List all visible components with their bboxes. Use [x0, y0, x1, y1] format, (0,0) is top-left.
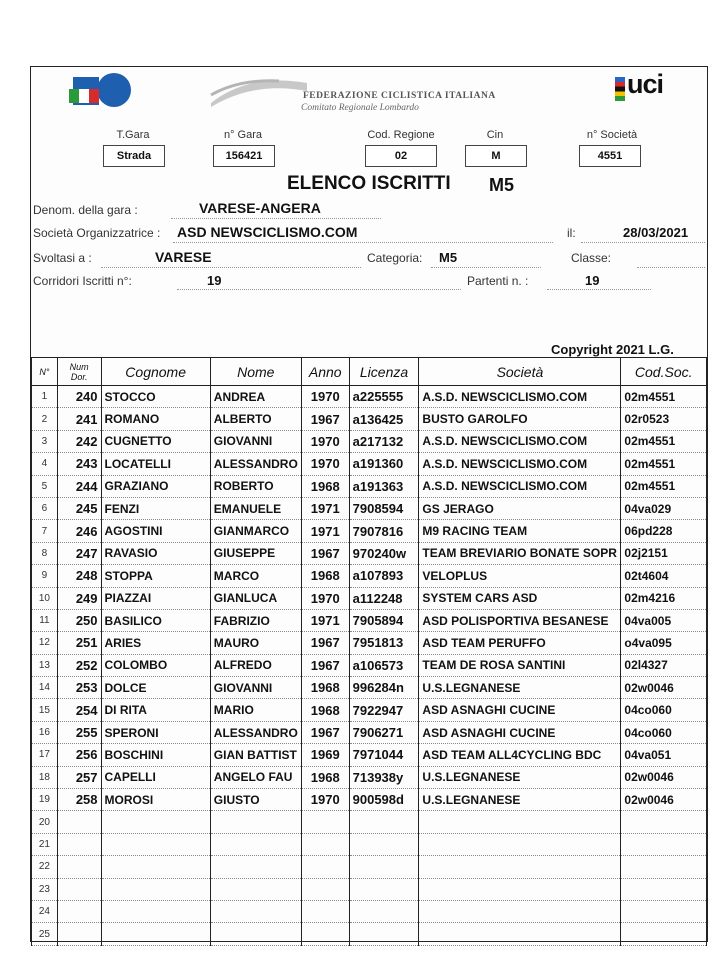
society-number-value: 4551	[579, 145, 641, 167]
cell-first-name: GIOVANNI	[210, 677, 301, 699]
cell-row-number: 3	[32, 430, 58, 452]
cell-surname	[101, 923, 210, 945]
class-label: Classe:	[571, 251, 612, 265]
race-number-value: 156421	[213, 145, 275, 167]
cell-team-code: 02j2151	[621, 542, 707, 564]
cell-license: 713938y	[349, 766, 419, 788]
cell-first-name: MARIO	[210, 699, 301, 721]
table-row	[32, 833, 707, 855]
cell-dorsal-number: 252	[57, 654, 101, 676]
cell-surname: COLOMBO	[101, 654, 210, 676]
cell-team-code: 02m4551	[621, 475, 707, 497]
cell-birth-year: 1968	[301, 565, 349, 587]
cell-team	[419, 923, 621, 945]
cell-first-name: ROBERTO	[210, 475, 301, 497]
starters-label: Partenti n. :	[467, 274, 529, 288]
cell-team-code: o4va095	[621, 632, 707, 654]
cell-surname: RAVASIO	[101, 542, 210, 564]
cin-value: M	[465, 145, 527, 167]
race-type-label: T.Gara	[116, 129, 150, 141]
category-value: M5	[439, 250, 458, 265]
cell-birth-year: 1971	[301, 609, 349, 631]
table-row	[32, 609, 707, 631]
cell-team-code: 02m4551	[621, 453, 707, 475]
cell-first-name: ALESSANDRO	[210, 453, 301, 475]
cell-license: 7907816	[349, 520, 419, 542]
col-header-year: Anno	[301, 358, 349, 386]
cell-team-code: 06pd228	[621, 520, 707, 542]
federation-banner	[209, 73, 559, 117]
cell-birth-year: 1970	[301, 587, 349, 609]
cell-birth-year: 1971	[301, 520, 349, 542]
cell-dorsal-number: 258	[57, 789, 101, 811]
cell-row-number: 21	[32, 833, 58, 855]
cell-birth-year: 1967	[301, 654, 349, 676]
cell-surname	[101, 856, 210, 878]
table-row	[32, 677, 707, 699]
cell-first-name: GIAN BATTIST	[210, 744, 301, 766]
cell-birth-year	[301, 833, 349, 855]
date-value: 28/03/2021	[623, 225, 689, 240]
cell-first-name: MARCO	[210, 565, 301, 587]
cell-row-number: 1	[32, 386, 58, 408]
cell-team	[419, 811, 621, 833]
cell-dorsal-number: 255	[57, 721, 101, 743]
cell-surname: DI RITA	[101, 699, 210, 721]
table-row	[32, 766, 707, 788]
table-row	[32, 542, 707, 564]
cell-team: VELOPLUS	[419, 565, 621, 587]
cell-team	[419, 856, 621, 878]
cell-row-number: 17	[32, 744, 58, 766]
cell-birth-year: 1970	[301, 386, 349, 408]
cell-surname: CAPELLI	[101, 766, 210, 788]
cell-team-code	[621, 923, 707, 945]
cell-team	[419, 900, 621, 922]
table-row	[32, 565, 707, 587]
cell-birth-year: 1967	[301, 721, 349, 743]
cell-team-code: 02w0046	[621, 677, 707, 699]
race-name-value: VARESE-ANGERA	[199, 200, 321, 216]
cell-team: U.S.LEGNANESE	[419, 766, 621, 788]
cell-team-code	[621, 878, 707, 900]
location-value: VARESE	[155, 249, 212, 265]
region-code-value: 02	[365, 145, 437, 167]
col-header-dorsal-line1: Num	[69, 361, 89, 372]
cell-license: a112248	[349, 587, 419, 609]
cell-license	[349, 878, 419, 900]
cell-row-number: 6	[32, 497, 58, 519]
col-header-code: Cod.Soc.	[621, 358, 707, 386]
cell-birth-year: 1970	[301, 430, 349, 452]
cell-first-name: GIOVANNI	[210, 430, 301, 452]
cell-first-name	[210, 833, 301, 855]
cell-license: 7906271	[349, 721, 419, 743]
cell-team: A.S.D. NEWSCICLISMO.COM	[419, 453, 621, 475]
table-row	[32, 497, 707, 519]
cell-birth-year: 1967	[301, 408, 349, 430]
cell-birth-year: 1968	[301, 475, 349, 497]
cell-dorsal-number: 243	[57, 453, 101, 475]
cell-dorsal-number	[57, 811, 101, 833]
cell-team: U.S.LEGNANESE	[419, 677, 621, 699]
cell-first-name: GIUSTO	[210, 789, 301, 811]
col-header-name: Nome	[210, 358, 301, 386]
cell-team: TEAM DE ROSA SANTINI	[419, 654, 621, 676]
cell-team-code: 02t4604	[621, 565, 707, 587]
cell-surname: AGOSTINI	[101, 520, 210, 542]
cell-surname: FENZI	[101, 497, 210, 519]
race-number-label: n° Gara	[223, 129, 263, 141]
cell-row-number: 5	[32, 475, 58, 497]
cell-license: a225555	[349, 386, 419, 408]
cell-dorsal-number	[57, 856, 101, 878]
organizer-label: Società Organizzatrice :	[33, 226, 161, 240]
cell-birth-year	[301, 811, 349, 833]
cell-license	[349, 923, 419, 945]
entry-list-sheet	[30, 66, 708, 942]
cell-license	[349, 856, 419, 878]
cell-first-name: GIUSEPPE	[210, 542, 301, 564]
cell-first-name: ALESSANDRO	[210, 721, 301, 743]
cell-row-number: 24	[32, 900, 58, 922]
table-row	[32, 408, 707, 430]
cell-surname: SPERONI	[101, 721, 210, 743]
cell-team: ASD TEAM PERUFFO	[419, 632, 621, 654]
cell-birth-year: 1967	[301, 632, 349, 654]
cell-dorsal-number: 254	[57, 699, 101, 721]
cell-first-name: ANGELO FAU	[210, 766, 301, 788]
table-row	[32, 721, 707, 743]
cell-dorsal-number: 247	[57, 542, 101, 564]
cell-team-code: 02m4216	[621, 587, 707, 609]
col-header-n: N°	[32, 358, 58, 386]
cell-first-name	[210, 856, 301, 878]
cell-license: a107893	[349, 565, 419, 587]
cell-birth-year	[301, 923, 349, 945]
cell-surname: ROMANO	[101, 408, 210, 430]
cell-license: 7905894	[349, 609, 419, 631]
cell-first-name	[210, 878, 301, 900]
cell-row-number: 2	[32, 408, 58, 430]
cell-license: 970240w	[349, 542, 419, 564]
cell-team-code	[621, 900, 707, 922]
uci-logo-text: uci	[627, 69, 664, 99]
table-row	[32, 632, 707, 654]
cell-license: a217132	[349, 430, 419, 452]
cell-surname: STOCCO	[101, 386, 210, 408]
col-header-surname: Cognome	[101, 358, 210, 386]
cell-dorsal-number: 241	[57, 408, 101, 430]
society-number-label: n° Società	[586, 129, 638, 141]
cell-license: a106573	[349, 654, 419, 676]
cell-team: BUSTO GAROLFO	[419, 408, 621, 430]
page-title: ELENCO ISCRITTI	[287, 173, 451, 194]
cell-team: U.S.LEGNANESE	[419, 789, 621, 811]
cell-dorsal-number	[57, 900, 101, 922]
cell-first-name: ANDREA	[210, 386, 301, 408]
cell-surname: DOLCE	[101, 677, 210, 699]
cell-license: a191363	[349, 475, 419, 497]
cell-team	[419, 833, 621, 855]
table-row	[32, 923, 707, 945]
cell-row-number: 4	[32, 453, 58, 475]
col-header-dorsal-line2: Dor.	[70, 371, 88, 382]
cell-license: 7922947	[349, 699, 419, 721]
entry-table	[31, 357, 707, 946]
table-row	[32, 430, 707, 452]
cell-license: 900598d	[349, 789, 419, 811]
cell-license: 7908594	[349, 497, 419, 519]
cell-row-number: 8	[32, 542, 58, 564]
uci-logo	[611, 69, 691, 109]
cell-team-code: 02r0523	[621, 408, 707, 430]
cell-dorsal-number: 246	[57, 520, 101, 542]
cell-first-name	[210, 900, 301, 922]
table-row	[32, 744, 707, 766]
cell-team: ASD POLISPORTIVA BESANESE	[419, 609, 621, 631]
cell-birth-year: 1967	[301, 542, 349, 564]
cell-row-number: 23	[32, 878, 58, 900]
cell-team-code: 04co060	[621, 699, 707, 721]
cell-license: 996284n	[349, 677, 419, 699]
cell-birth-year	[301, 878, 349, 900]
cell-team-code: 02m4551	[621, 386, 707, 408]
table-row	[32, 878, 707, 900]
federation-subtitle: Comitato Regionale Lombardo	[301, 103, 419, 113]
cell-dorsal-number: 249	[57, 587, 101, 609]
cell-birth-year: 1968	[301, 766, 349, 788]
cell-row-number: 10	[32, 587, 58, 609]
cell-license: a136425	[349, 408, 419, 430]
cell-first-name: ALBERTO	[210, 408, 301, 430]
table-row	[32, 699, 707, 721]
cell-team-code: 02m4551	[621, 430, 707, 452]
cell-surname: GRAZIANO	[101, 475, 210, 497]
cell-surname	[101, 833, 210, 855]
cell-team: ASD ASNAGHI CUCINE	[419, 699, 621, 721]
cell-team-code: 02l4327	[621, 654, 707, 676]
cell-dorsal-number: 240	[57, 386, 101, 408]
cell-team	[419, 878, 621, 900]
race-type-value: Strada	[103, 145, 165, 167]
cell-first-name: ALFREDO	[210, 654, 301, 676]
cell-dorsal-number: 257	[57, 766, 101, 788]
table-row	[32, 811, 707, 833]
table-row	[32, 386, 707, 408]
cell-birth-year: 1969	[301, 744, 349, 766]
cell-row-number: 16	[32, 721, 58, 743]
cell-team-code	[621, 833, 707, 855]
cell-dorsal-number	[57, 923, 101, 945]
cell-dorsal-number: 253	[57, 677, 101, 699]
cell-surname	[101, 811, 210, 833]
cell-row-number: 20	[32, 811, 58, 833]
cell-dorsal-number: 245	[57, 497, 101, 519]
cell-license: a191360	[349, 453, 419, 475]
cell-team-code	[621, 856, 707, 878]
cell-surname: STOPPA	[101, 565, 210, 587]
cell-surname	[101, 878, 210, 900]
cell-surname: BASILICO	[101, 609, 210, 631]
table-row	[32, 587, 707, 609]
cell-team: A.S.D. NEWSCICLISMO.COM	[419, 430, 621, 452]
cell-license: 7971044	[349, 744, 419, 766]
cell-dorsal-number: 248	[57, 565, 101, 587]
cell-license	[349, 811, 419, 833]
cell-surname: MOROSI	[101, 789, 210, 811]
cell-team: ASD TEAM ALL4CYCLING BDC	[419, 744, 621, 766]
cell-team: ASD ASNAGHI CUCINE	[419, 721, 621, 743]
cell-row-number: 19	[32, 789, 58, 811]
cell-team: GS JERAGO	[419, 497, 621, 519]
cell-surname: ARIES	[101, 632, 210, 654]
table-row	[32, 900, 707, 922]
cell-license	[349, 900, 419, 922]
cell-row-number: 22	[32, 856, 58, 878]
cell-team-code: 02w0046	[621, 766, 707, 788]
cell-first-name: GIANMARCO	[210, 520, 301, 542]
cell-birth-year: 1968	[301, 677, 349, 699]
cell-team-code: 04va029	[621, 497, 707, 519]
cell-row-number: 14	[32, 677, 58, 699]
cell-dorsal-number: 244	[57, 475, 101, 497]
cell-row-number: 9	[32, 565, 58, 587]
federation-swoosh-icon	[209, 73, 309, 109]
cell-surname: BOSCHINI	[101, 744, 210, 766]
cell-team-code: 04va051	[621, 744, 707, 766]
cell-team: A.S.D. NEWSCICLISMO.COM	[419, 386, 621, 408]
cell-row-number: 7	[32, 520, 58, 542]
cell-dorsal-number	[57, 878, 101, 900]
cell-surname: PIAZZAI	[101, 587, 210, 609]
table-row	[32, 520, 707, 542]
cell-first-name: FABRIZIO	[210, 609, 301, 631]
cell-birth-year: 1970	[301, 453, 349, 475]
category-code: M5	[489, 175, 515, 195]
federation-name: FEDERAZIONE CICLISTICA ITALIANA	[303, 91, 496, 101]
cell-team-code	[621, 811, 707, 833]
cell-surname	[101, 900, 210, 922]
cell-surname: CUGNETTO	[101, 430, 210, 452]
category-label: Categoria:	[367, 251, 423, 265]
cell-row-number: 15	[32, 699, 58, 721]
cell-dorsal-number	[57, 833, 101, 855]
copyright-text: Copyright 2021 L.G.	[551, 342, 674, 357]
date-label: il:	[567, 226, 576, 240]
cell-birth-year	[301, 900, 349, 922]
cin-label: Cin	[486, 129, 504, 141]
cell-first-name: GIANLUCA	[210, 587, 301, 609]
table-row	[32, 856, 707, 878]
location-label: Svoltasi a :	[33, 251, 92, 265]
starters-value: 19	[585, 273, 600, 288]
col-header-dorsal	[57, 358, 101, 386]
cell-birth-year: 1970	[301, 789, 349, 811]
cell-team-code: 04co060	[621, 721, 707, 743]
col-header-license: Licenza	[349, 358, 419, 386]
cell-row-number: 18	[32, 766, 58, 788]
cell-row-number: 13	[32, 654, 58, 676]
cell-license: 7951813	[349, 632, 419, 654]
cell-row-number: 11	[32, 609, 58, 631]
cell-team: A.S.D. NEWSCICLISMO.COM	[419, 475, 621, 497]
cell-surname: LOCATELLI	[101, 453, 210, 475]
cell-first-name: EMANUELE	[210, 497, 301, 519]
cell-team: SYSTEM CARS ASD	[419, 587, 621, 609]
table-row	[32, 453, 707, 475]
riders-label: Corridori Iscritti n°:	[33, 274, 132, 288]
cell-first-name: MAURO	[210, 632, 301, 654]
cell-birth-year	[301, 856, 349, 878]
race-name-label: Denom. della gara :	[33, 203, 138, 217]
cell-birth-year: 1971	[301, 497, 349, 519]
table-row	[32, 475, 707, 497]
table-row	[32, 789, 707, 811]
table-header-row	[32, 358, 707, 386]
cell-dorsal-number: 251	[57, 632, 101, 654]
cell-row-number: 25	[32, 923, 58, 945]
riders-value: 19	[207, 273, 222, 288]
table-row	[32, 654, 707, 676]
cell-team-code: 04va005	[621, 609, 707, 631]
cell-dorsal-number: 250	[57, 609, 101, 631]
fci-logo	[67, 71, 137, 111]
cell-license	[349, 833, 419, 855]
cell-first-name	[210, 811, 301, 833]
cell-dorsal-number: 242	[57, 430, 101, 452]
cell-dorsal-number: 256	[57, 744, 101, 766]
cell-team: TEAM BREVIARIO BONATE SOPR	[419, 542, 621, 564]
cell-team: M9 RACING TEAM	[419, 520, 621, 542]
region-code-label: Cod. Regione	[367, 129, 435, 141]
cell-birth-year: 1968	[301, 699, 349, 721]
cell-first-name	[210, 923, 301, 945]
cell-row-number: 12	[32, 632, 58, 654]
organizer-value: ASD NEWSCICLISMO.COM	[177, 224, 358, 240]
col-header-team: Società	[419, 358, 621, 386]
cell-team-code: 02w0046	[621, 789, 707, 811]
